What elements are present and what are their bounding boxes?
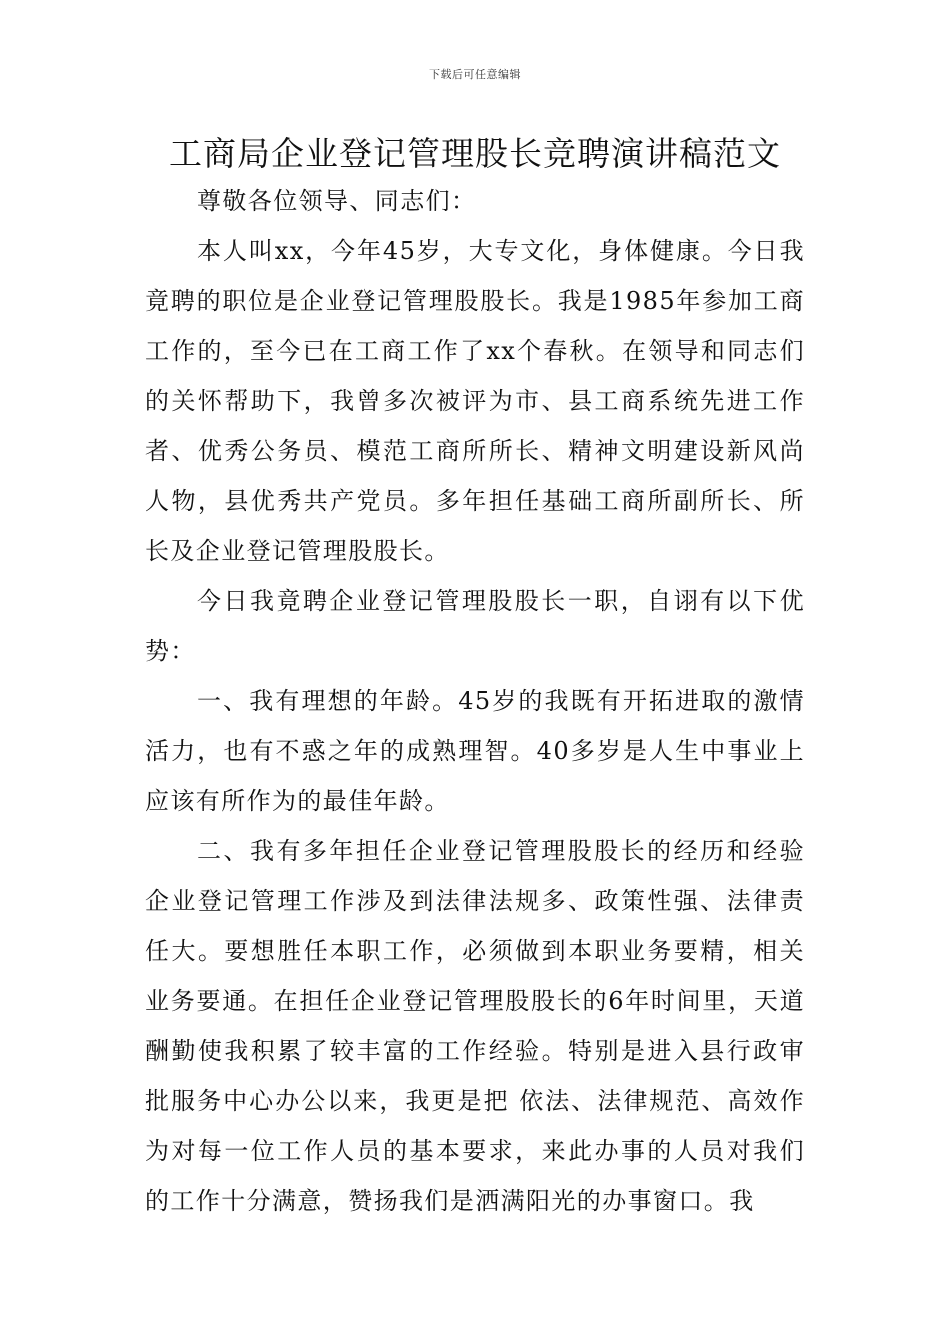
document-title: 工商局企业登记管理股长竞聘演讲稿范文 [169, 134, 781, 173]
header-note: 下载后可任意编辑 [429, 68, 521, 81]
paragraph-advantage-experience: 二、我有多年担任企业登记管理股股长的经历和经验企业登记管理工作涉及到法律法规多、政策性强、法律责任大。要想胜任本职工作，必须做到本职业务要精，相关业务要通。在担任企业登记管理股股长的6年时间里，天道酬勤使我积累了较丰富的工作经验。特别是进入县行政审批服务中心办公以来，我更是把 依法、法律规范、高效作为对每一位工作人员的基本要求，来此办事的人员对我们的工作十分满意，赞扬我们是洒满阳光的办事窗口。我 [145, 837, 805, 1215]
paragraph-advantage-age: 一、我有理想的年龄。45岁的我既有开拓进取的激情活力，也有不惑之年的成熟理智。40多岁是人生中事业上应该有所作为的最佳年龄。 [145, 687, 805, 815]
paragraph-intro: 本人叫xx，今年45岁，大专文化，身体健康。今日我竟聘的职位是企业登记管理股股长。我是1985年参加工商工作的，至今已在工商工作了xx个春秋。在领导和同志们的关怀帮助下，我曾多次被评为市、县工商系统先进工作者、优秀公务员、模范工商所所长、精神文明建设新风尚人物，县优秀共产党员。多年担任基础工商所副所长、所长及企业登记管理股股长。 [145, 237, 805, 565]
paragraph-advantages-lead: 今日我竟聘企业登记管理股股长一职，自诩有以下优势： [145, 587, 805, 665]
document-body [145, 180, 805, 1226]
salutation: 尊敬各位领导、同志们： [197, 187, 477, 215]
